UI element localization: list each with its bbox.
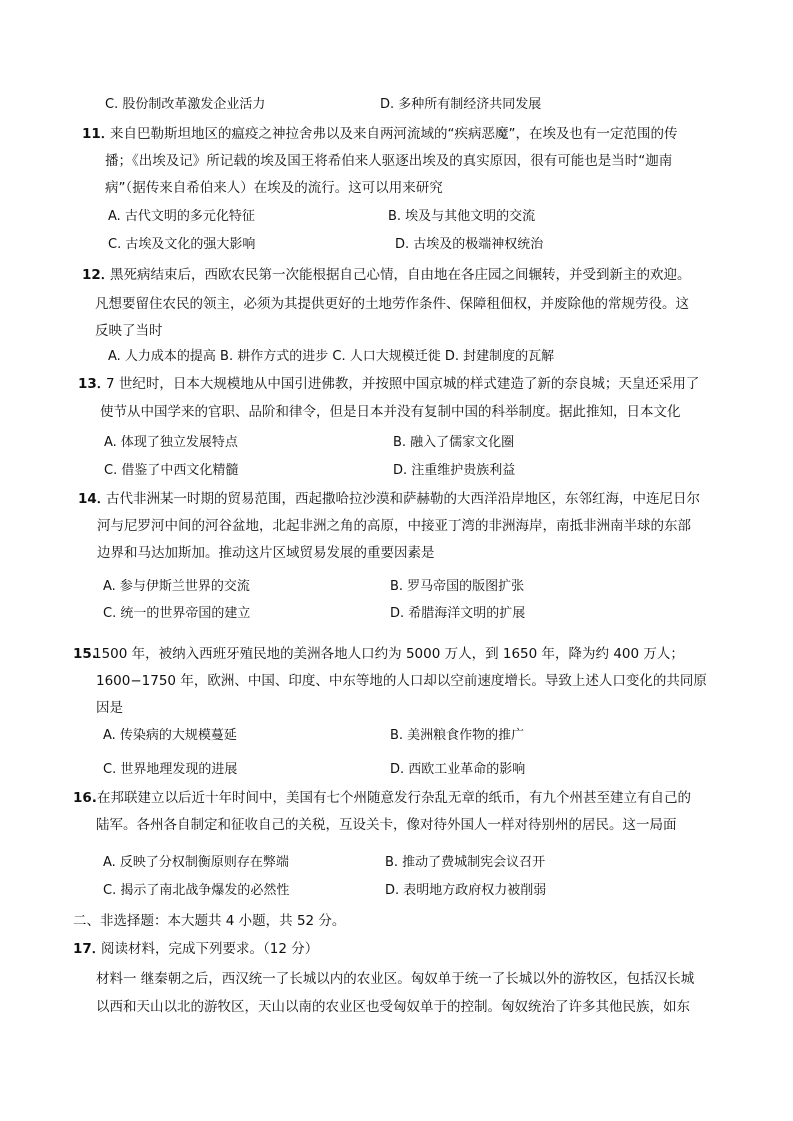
q11-option-c: C. 古埃及文化的强大影响 xyxy=(108,237,256,252)
q12-options: A. 人力成本的提高 B. 耕作方式的进步 C. 人口大规模迁徙 D. 封建制度的瓦解 xyxy=(108,349,555,364)
q14-option-b: B. 罗马帝国的版图扩张 xyxy=(390,579,525,594)
q11-option-b: B. 埃及与其他文明的交流 xyxy=(388,209,536,224)
q16-option-b: B. 推动了费城制宪会议召开 xyxy=(385,855,546,870)
q16-option-a: A. 反映了分权制衡原则存在弊端 xyxy=(103,855,289,870)
q13-option-a: A. 体现了独立发展特点 xyxy=(104,435,238,450)
q15-line-1: 1500 年，被纳入西班牙殖民地的美洲各地人口约为 5000 万人，到 1650 年，降为约 400 万人； xyxy=(93,646,684,662)
q14-option-c: C. 统一的世界帝国的建立 xyxy=(103,606,251,621)
q11-line-1: 来自巴勒斯坦地区的瘟疫之神拉舍弗以及来自两河流域的“疾病恶魔”，在埃及也有一定范围的传 xyxy=(110,126,678,142)
q14-line-3: 边界和马达加斯加。推动这片区域贸易发展的重要因素是 xyxy=(97,545,435,561)
q16-option-d: D. 表明地方政府权力被削弱 xyxy=(385,883,547,898)
q12-line-1: 黑死病结束后，西欧农民第一次能根据自己心情，自由地在各庄园之间辗转，并受到新主的欢迎。 xyxy=(110,267,691,283)
q14-option-d: D. 希腊海洋文明的扩展 xyxy=(390,606,526,621)
q15-number: 15. xyxy=(73,646,97,662)
q17-number: 17． xyxy=(73,941,106,957)
q10-option-d: D. 多种所有制经济共同发展 xyxy=(380,97,542,112)
q12-number: 12． xyxy=(82,267,115,283)
q17-title: 阅读材料，完成下列要求。（12 分） xyxy=(101,941,319,957)
q14-line-1: 古代非洲某一时期的贸易范围，西起撒哈拉沙漠和萨赫勒的大西洋沿岸地区，东邻红海，中连尼日尔 xyxy=(106,491,700,507)
q14-number: 14． xyxy=(78,491,111,507)
q13-line-2: 使节从中国学来的官职、品阶和律令，但是日本并没有复制中国的科举制度。据此推知，日本文化 xyxy=(100,404,681,420)
q16-number: 16. xyxy=(73,790,97,806)
q15-option-b: B. 美洲粮食作物的推广 xyxy=(390,728,525,743)
q13-option-d: D. 注重维护贵族利益 xyxy=(393,463,516,478)
q14-option-a: A. 参与伊斯兰世界的交流 xyxy=(103,579,250,594)
q16-option-c: C. 揭示了南北战争爆发的必然性 xyxy=(103,883,290,898)
q12-line-3: 反映了当时 xyxy=(95,323,163,339)
q10-option-c: C. 股份制改革激发企业活力 xyxy=(105,97,266,112)
q15-option-a: A. 传染病的大规模蔓延 xyxy=(103,728,237,743)
q17-material-line-1: 材料一 继秦朝之后，西汉统一了长城以内的农业区。匈奴单于统一了长城以外的游牧区，包括汉长城 xyxy=(96,971,695,987)
q16-line-1: 在邦联建立以后近十年时间中，美国有七个州随意发行杂乱无章的纸币，有九个州甚至建立有自己的 xyxy=(97,790,691,806)
q11-line-2: 播；《出埃及记》所记载的埃及国王将希伯来人驱逐出埃及的真实原因，很有可能也是当时“迦南 xyxy=(105,153,673,169)
section-2-heading: 二、非选择题：本大题共 4 小题，共 52 分。 xyxy=(73,913,346,929)
q11-option-a: A. 古代文明的多元化特征 xyxy=(108,209,255,224)
q17-material-line-2: 以西和天山以北的游牧区，天山以南的农业区也受匈奴单于的控制。匈奴统治了许多其他民族，如东 xyxy=(96,999,690,1015)
q13-line-1: 7 世纪时，日本大规模地从中国引进佛教，并按照中国京城的样式建造了新的奈良城；天皇还采用了 xyxy=(106,376,700,392)
q11-option-d: D. 古埃及的极端神权统治 xyxy=(395,237,544,252)
q15-option-d: D. 西欧工业革命的影响 xyxy=(390,762,526,777)
q15-line-3: 因是 xyxy=(96,700,123,716)
q15-line-2: 1600−1750 年，欧洲、中国、印度、中东等地的人口却以空前速度增长。导致上述人口变化的共同原 xyxy=(96,673,707,689)
q16-line-2: 陆军。各州各自制定和征收自己的关税，互设关卡，像对待外国人一样对待别州的居民。这一局面 xyxy=(96,817,677,833)
q14-line-2: 河与尼罗河中间的河谷盆地，北起非洲之角的高原，中接亚丁湾的非洲海岸，南抵非洲南半球的东部 xyxy=(97,518,691,534)
q11-line-3: 病”（据传来自希伯来人）在埃及的流行。这可以用来研究 xyxy=(105,180,443,196)
q11-number: 11． xyxy=(82,126,115,142)
q12-line-2: 凡想要留住农民的领主，必须为其提供更好的土地劳作条件、保障租佃权，并废除他的常规劳役。这 xyxy=(95,296,689,312)
q13-option-b: B. 融入了儒家文化圈 xyxy=(393,435,515,450)
q13-option-c: C. 借鉴了中西文化精髓 xyxy=(104,463,239,478)
q15-option-c: C. 世界地理发现的进展 xyxy=(103,762,238,777)
q13-number: 13． xyxy=(78,376,111,392)
